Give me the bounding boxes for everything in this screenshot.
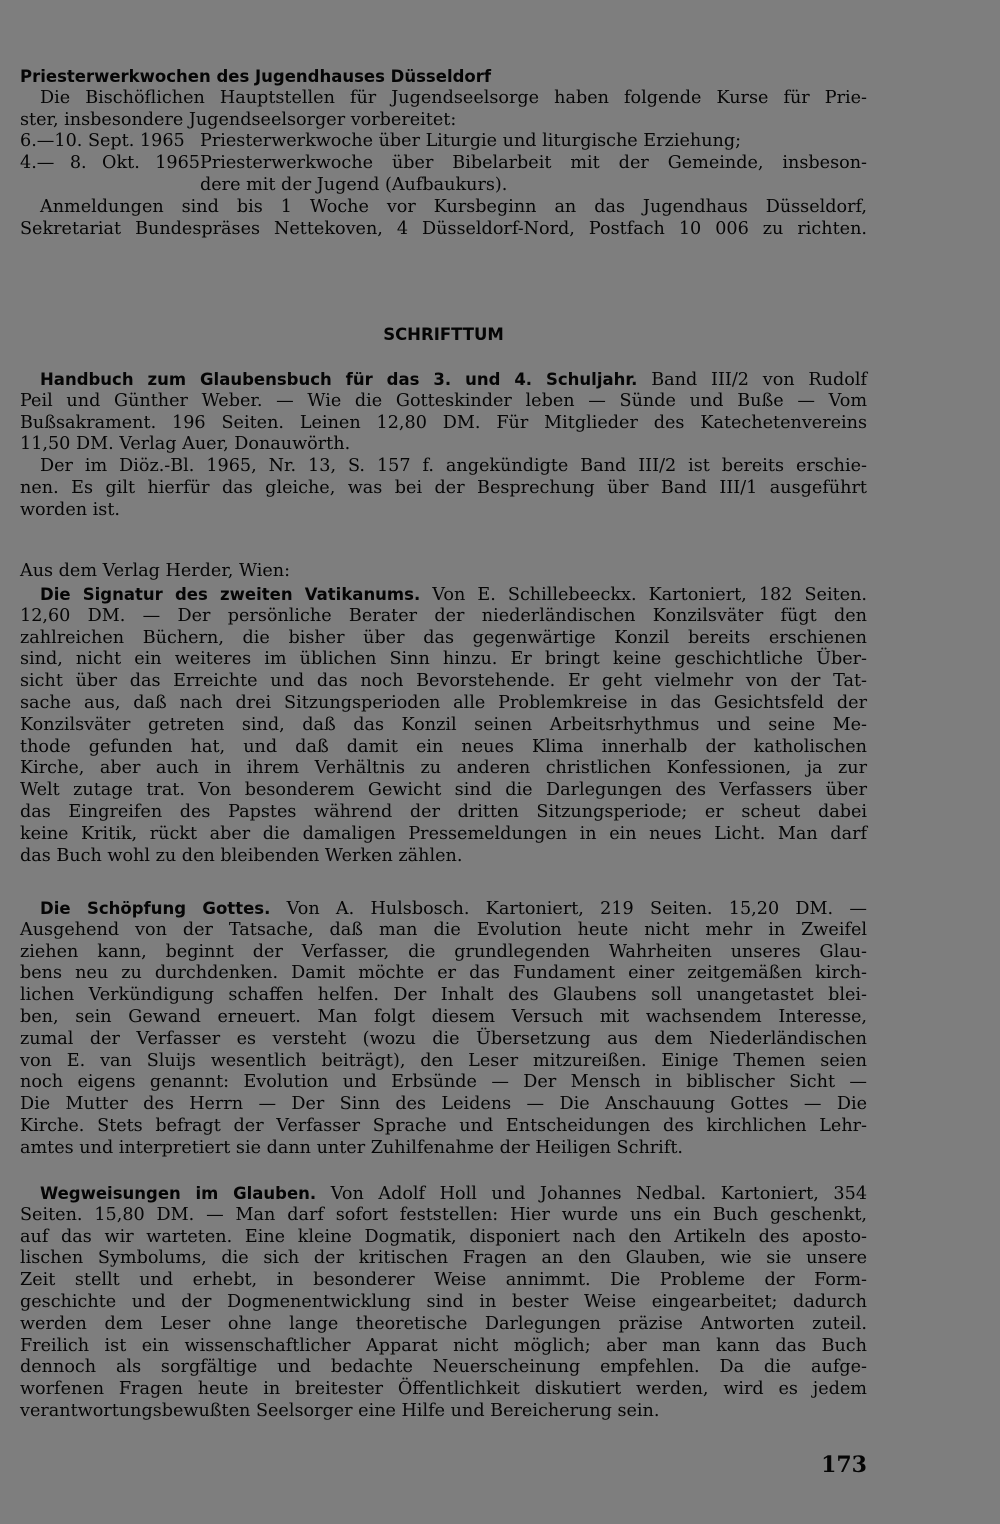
- review-line: keine Kritik, rückt aber die damaligen Pressemeldungen in ein neues Licht. Man darf: [20, 823, 867, 844]
- book-details: Band III/2 von Rudolf: [651, 370, 867, 390]
- course-text: Priesterwerkwoche über Bibelarbeit mit der Gemeinde, insbeson-: [200, 153, 867, 174]
- review-line: sind, nicht ein weiteres im üblichen Sinn hinzu. Er bringt keine geschichtliche Über-: [20, 649, 867, 670]
- section-title: SCHRIFTTUM: [383, 325, 504, 344]
- review-line: bens neu zu durchdenken. Damit möchte er das Fundament einer zeitgemäßen kirch-: [20, 963, 867, 984]
- review-line: Konzilsväter getreten sind, daß das Konzil seinen Arbeitsrhythmus und seine Me-: [20, 714, 867, 735]
- registration-line: Sekretariat Bundespräses Nettekoven, 4 Düsseldorf-Nord, Postfach 10 006 zu richten.: [20, 218, 867, 239]
- review-first-line: [20, 369, 867, 391]
- review-line: zahlreichen Büchern, die bisher über das gegenwärtige Konzil bereits erschienen: [20, 627, 867, 648]
- review-line: Bußsakrament. 196 Seiten. Leinen 12,80 DM. Für Mitglieder des Katechetenvereins: [20, 412, 867, 433]
- review-line: das Eingreifen des Papstes während der dritten Sitzungsperiode; er scheut dabei: [20, 801, 867, 822]
- review-line: werden dem Leser ohne lange theoretische Darlegungen präzise Antworten zuteil.: [20, 1313, 867, 1334]
- course-text: Priesterwerkwoche über Liturgie und liturgische Erziehung;: [200, 131, 742, 152]
- book-title: Wegweisungen im Glauben.: [40, 1184, 317, 1203]
- review-line: 11,50 DM. Verlag Auer, Donauwörth.: [20, 434, 351, 455]
- review-line: Der im Diöz.-Bl. 1965, Nr. 13, S. 157 f. angekündigte Band III/2 ist bereits erschie-: [40, 456, 867, 477]
- review-line: Welt zutage trat. Von besonderem Gewicht sind die Darlegungen des Verfassers über: [20, 780, 867, 801]
- review-schoepfung: [20, 898, 867, 1160]
- course-text-continued: dere mit der Jugend (Aufbaukurs).: [200, 174, 508, 195]
- review-line: thode gefunden hat, und daß damit ein neues Klima innerhalb der katholischen: [20, 736, 867, 757]
- review-line: Zeit stellt und erhebt, in besonderer Weise annimmt. Die Probleme der Form-: [20, 1270, 867, 1291]
- review-first-line: [20, 898, 867, 920]
- review-handbuch: [20, 369, 867, 522]
- review-line: dennoch als sorgfältige und bedachte Neuerscheinung empfehlen. Da die aufge-: [20, 1357, 867, 1378]
- book-details: Von Adolf Holl und Johannes Nedbal. Kartoniert, 354: [330, 1184, 868, 1204]
- review-line: noch eigens genannt: Evolution und Erbsünde — Der Mensch in biblischer Sicht —: [20, 1072, 867, 1093]
- review-line: worden ist.: [20, 499, 120, 520]
- course-date: 4.— 8. Okt. 1965: [20, 153, 200, 174]
- review-line: amtes und interpretiert sie dann unter Zuhilfenahme der Heiligen Schrift.: [20, 1137, 683, 1158]
- publisher-block: [20, 561, 867, 583]
- section-title-block: [20, 324, 867, 346]
- review-line: Ausgehend von der Tatsache, daß man die Evolution heute nicht mehr in Zweifel: [20, 919, 867, 940]
- review-line: Kirche. Stets befragt der Verfasser Sprache und Entscheidungen des kirchlichen Lehr-: [20, 1115, 867, 1136]
- review-line: zumal der Verfasser es versteht (wozu die Übersetzung aus dem Niederländischen: [20, 1028, 867, 1049]
- review-line: von E. van Sluijs wesentlich beiträgt), den Leser mitzureißen. Einige Themen seien: [20, 1050, 867, 1071]
- review-first-line: [20, 1183, 867, 1205]
- notice-intro-line: ster, insbesondere Jugendseelsorger vorbereitet:: [20, 109, 457, 130]
- review-line: das Buch wohl zu den bleibenden Werken zählen.: [20, 845, 463, 866]
- review-line: lischen Symbolums, die sich der kritischen Fragen an den Glauben, wie sie unsere: [20, 1248, 867, 1269]
- review-line: Kirche, aber auch in ihrem Verhältnis zu anderen christlichen Konfessionen, ja zur: [20, 758, 867, 779]
- review-line: auf das wir warteten. Eine kleine Dogmatik, disponiert nach den Artikeln des aposto-: [20, 1226, 867, 1247]
- review-line: 12,60 DM. — Der persönliche Berater der niederländischen Konzilsväter fügt den: [20, 605, 867, 626]
- course-date: 6.—10. Sept. 1965: [20, 131, 185, 152]
- book-details: Von E. Schillebeeckx. Kartoniert, 182 Seiten.: [432, 585, 867, 605]
- book-title: Die Schöpfung Gottes.: [40, 899, 271, 918]
- review-line: sicht über das Erreichte und das noch Bevorstehende. Er geht vielmehr von der Tat-: [20, 671, 867, 692]
- review-line: ziehen kann, beginnt der Verfasser, die grundlegenden Wahrheiten unseres Glau-: [20, 941, 867, 962]
- notice-section: [20, 66, 867, 240]
- review-line: Seiten. 15,80 DM. — Man darf sofort feststellen: Hier wurde uns ein Buch geschenkt,: [20, 1204, 867, 1225]
- review-line: worfenen Fragen heute in breitester Öffentlichkeit diskutiert werden, wird es jedem: [20, 1379, 867, 1400]
- book-title: Handbuch zum Glaubensbuch für das 3. und 4. Schuljahr.: [40, 370, 638, 389]
- course-entry: [20, 131, 867, 153]
- review-first-line: [20, 584, 867, 606]
- review-line: Die Mutter des Herrn — Der Sinn des Leidens — Die Anschauung Gottes — Die: [20, 1094, 867, 1115]
- review-wegweisungen: [20, 1183, 867, 1423]
- review-line: geschichte und der Dogmenentwicklung sind in bester Weise eingearbeitet; dadurch: [20, 1291, 867, 1312]
- review-line: verantwortungsbewußten Seelsorger eine Hilfe und Bereicherung sein.: [20, 1400, 660, 1421]
- book-title: Die Signatur des zweiten Vatikanums.: [40, 585, 421, 604]
- page-number: 173: [821, 1452, 867, 1478]
- book-details: Von A. Hulsbosch. Kartoniert, 219 Seiten. 15,20 DM. —: [286, 899, 867, 919]
- publisher-line: Aus dem Verlag Herder, Wien:: [20, 561, 291, 581]
- notice-heading: Priesterwerkwochen des Jugendhauses Düsseldorf: [20, 67, 492, 86]
- review-line: sache aus, daß nach drei Sitzungsperioden alle Problemkreise in das Gesichtsfeld der: [20, 692, 867, 713]
- registration-line: Anmeldungen sind bis 1 Woche vor Kursbeginn an das Jugendhaus Düsseldorf,: [40, 196, 867, 217]
- review-line: Freilich ist ein wissenschaftlicher Apparat nicht möglich; aber man kann das Buch: [20, 1335, 867, 1356]
- review-line: Peil und Günther Weber. — Wie die Gotteskinder leben — Sünde und Buße — Vom: [20, 390, 867, 411]
- review-line: nen. Es gilt hierfür das gleiche, was bei der Besprechung über Band III/1 ausgeführt: [20, 477, 867, 498]
- review-signatur: [20, 584, 867, 867]
- review-line: lichen Verkündigung schaffen helfen. Der Inhalt des Glaubens soll unangetastet blei-: [20, 985, 867, 1006]
- review-line: ben, sein Gewand erneuert. Man folgt diesem Versuch mit wachsendem Interesse,: [20, 1006, 867, 1027]
- notice-intro-line: Die Bischöflichen Hauptstellen für Jugendseelsorge haben folgende Kurse für Prie-: [40, 87, 867, 108]
- course-entry: [20, 153, 867, 175]
